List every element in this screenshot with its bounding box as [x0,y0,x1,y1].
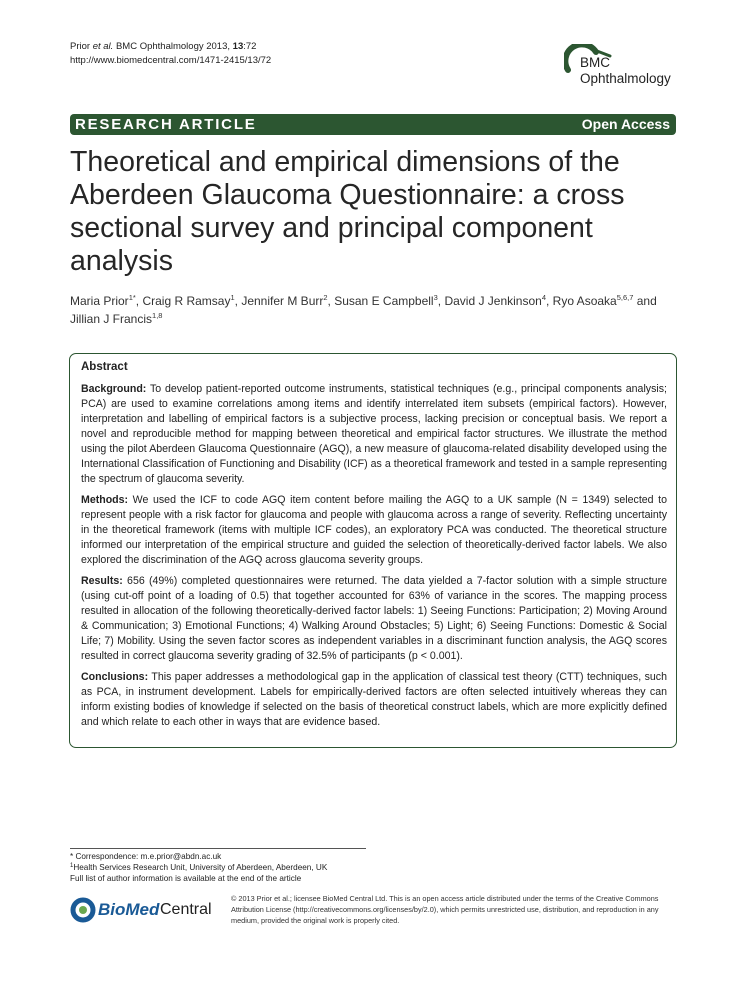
affiliation: $^1$Health Services Research Unit, University of Aberdeen, Aberdeen, UK [70,863,328,872]
author-separator: , [327,294,335,308]
author-affiliation-mark: 2 [323,293,328,302]
author-affiliation-mark: 5,6,7 [616,293,634,302]
open-access-label: Open Access [581,116,670,132]
author-separator: and [633,294,657,308]
abstract-background: Background: To develop patient-reported outcome instruments, statistical techniques (e.g., principal components analysis; PCA) are used to examine correlations among items and identify interrelated item subsets (empirical factors). However, interpretation and labelling of empirical factors is a subjective process, lacking precision or conceptual basis. We report a novel and reproducible method for mapping between theoretical and empirical factor structures. We illustrate the method using the pilot Aberdeen Glaucoma Questionnaire (AGQ), a new measure of glaucoma-related disability developed using the International Classification of Functioning and Disability (ICF) as a theoretical framework and tested in a sample representing the spectrum of glaucoma severity. [81,383,667,485]
biomed-swirl-icon [70,896,100,924]
header-citation [70,40,271,68]
author-affiliation-mark: 1* [128,293,136,302]
author-name[interactable]: Jillian J Francis$^{1,8}$ [70,311,163,326]
author-name[interactable]: Craig R Ramsay$^1$ [142,293,235,308]
author-info-note: Full list of author information is available at the end of the article [70,874,302,883]
article-type: RESEARCH ARTICLE [75,116,257,133]
footnotes [70,851,327,884]
author-name[interactable]: Maria Prior$^{1*}$ [70,293,136,308]
abstract-methods: Methods: We used the ICF to code AGQ item content before mailing the AGQ to a UK sample (N = 1349) selected to represent people with a risk factor for glaucoma and people with glaucoma across a range of severity. Reflecting uncertainty in the theoretical framework (items with multiple ICF codes), an exploratory PCA was conducted. The theoretical structure informed our interpretation of the empirical structure and guided the selection of theoretically-derived factor labels. We also explored the discrimination of the AGQ across glaucoma severity groups. [81,494,667,566]
author-affiliation-mark: 1,8 [152,311,163,320]
author-separator: , [437,294,445,308]
author-separator: , [234,294,242,308]
author-name[interactable]: Ryo Asoaka$^{5,6,7}$ [552,293,634,308]
article-title: Theoretical and empirical dimensions of the Aberdeen Glaucoma Questionnaire: a cross sectional survey and principal component analysis [70,146,625,277]
biomed-central-logo[interactable]: BioMed Central [70,896,220,924]
journal-logo[interactable] [564,44,694,100]
citation-line: Prior et al. BMC Ophthalmology 2013, 13:72 [70,41,257,52]
author-separator: , [546,294,553,308]
abstract-body [81,382,667,736]
author-affiliation-mark: 1 [230,293,235,302]
footnote-divider [70,848,366,849]
author-affiliation-mark: 4 [541,293,546,302]
author-separator: , [135,294,143,308]
author-affiliation-mark: 3 [433,293,438,302]
license-text: © 2013 Prior et al.; licensee BioMed Central Ltd. This is an open access article distributed under the terms of the Creative Commons Attribution License (http://creativecommons.org/licenses/by/2.0), which permits unrestricted use, distribution, and reproduction in any medium, provided the original work is properly cited. [231,894,659,925]
author-name[interactable]: Susan E Campbell$^3$ [334,293,438,308]
author-name[interactable]: David J Jenkinson$^4$ [444,293,546,308]
article-url[interactable]: http://www.biomedcentral.com/1471-2415/13/72 [70,55,272,66]
author-name[interactable]: Jennifer M Burr$^2$ [241,293,328,308]
journal-name: BMC Ophthalmology [580,55,671,86]
article-type-banner [70,114,676,135]
correspondence-email[interactable]: m.e.prior@abdn.ac.uk [140,852,222,861]
author-list [70,292,670,328]
abstract-conclusions: Conclusions: This paper addresses a methodological gap in the application of classical test theory (CTT) techniques, such as PCA, in instrument development. Labels for empirically-derived factors are often selected intuitively whereas they can inform existing bodies of knowledge if selected on the basis of theoretical construct labels, which are more explicitly defined and which relate to each other in ways that are evidence based. [81,671,667,728]
abstract-heading: Abstract [81,361,128,373]
abstract-box [69,353,677,748]
correspondence: * Correspondence: m.e.prior@abdn.ac.uk [70,852,222,861]
abstract-results: Results: 656 (49%) completed questionnaires were returned. The data yielded a 7-factor solution with a simple structure (using cut-off point of a loading of 0.5) that together accounted for 63% of variance in the scores. The mapping process resulted in allocation of the following theoretically-derived factor labels: 1) Seeing Functions: Participation; 2) Moving Around & Communication; 3) Emotional Functions; 4) Walking Around Obstacles; 5) Light; 6) Seeing Functions: Domestic & Social Life; 7) Mobility. Using the seven factor scores as independent variables in a discriminant function analysis, the AGQ scores resulted in correct glaucoma severity grading of 32.5% of participants (p < 0.001). [81,575,667,662]
